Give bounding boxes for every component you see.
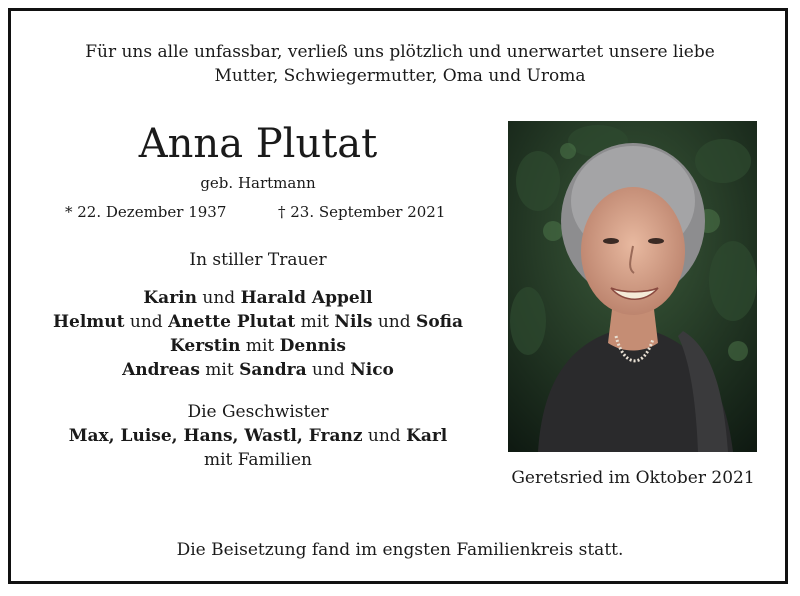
- family-name: Nico: [350, 360, 394, 380]
- death-date: † 23. September 2021: [278, 203, 446, 221]
- deceased-name: Anna Plutat: [138, 121, 378, 167]
- siblings-block: [20, 400, 496, 472]
- place-and-date: Geretsried im Oktober 2021: [511, 468, 755, 488]
- connector-text: und: [372, 312, 417, 332]
- family-name: Andreas: [122, 360, 200, 380]
- family-name: Helmut: [52, 312, 125, 332]
- family-name: Sandra: [239, 360, 307, 380]
- family-name: Nils: [334, 312, 373, 332]
- family-name: Dennis: [279, 336, 346, 356]
- family-line: [20, 286, 496, 310]
- portrait-photo: [508, 121, 757, 452]
- burial-note: Die Beisetzung fand im engsten Familienkreis statt.: [176, 540, 624, 560]
- family-name: Anette Plutat: [168, 312, 296, 332]
- connector-text: und: [124, 312, 169, 332]
- sibling-names: Karl: [406, 426, 448, 446]
- maiden-name: geb. Hartmann: [200, 174, 316, 192]
- family-list: [20, 286, 496, 382]
- birth-date: * 22. Dezember 1937: [65, 203, 227, 221]
- connector-text: und: [196, 288, 241, 308]
- sibling-names: Max, Luise, Hans, Wastl, Franz: [68, 426, 363, 446]
- siblings-names: [20, 424, 496, 448]
- family-line: [20, 310, 496, 334]
- mourning-heading: In stiller Trauer: [189, 250, 327, 270]
- family-line: [20, 334, 496, 358]
- intro-text: [20, 40, 780, 88]
- portrait-image: [508, 121, 757, 452]
- siblings-footer: mit Familien: [203, 450, 312, 470]
- family-name: Sofia: [416, 312, 464, 332]
- intro-line-1: Für uns alle unfassbar, verließ uns plötzlich und unerwartet unsere liebe: [85, 42, 715, 62]
- family-line: [20, 358, 496, 382]
- connector-text: mit: [199, 360, 240, 380]
- connector-text: und: [306, 360, 351, 380]
- connector-text: mit: [240, 336, 280, 356]
- intro-line-2: Mutter, Schwiegermutter, Oma und Uroma: [214, 66, 586, 86]
- family-name: Kerstin: [170, 336, 241, 356]
- connector-text: mit: [295, 312, 335, 332]
- family-name: Harald Appell: [240, 288, 373, 308]
- connector-text: und: [362, 426, 407, 446]
- family-name: Karin: [143, 288, 197, 308]
- siblings-heading: Die Geschwister: [187, 402, 329, 422]
